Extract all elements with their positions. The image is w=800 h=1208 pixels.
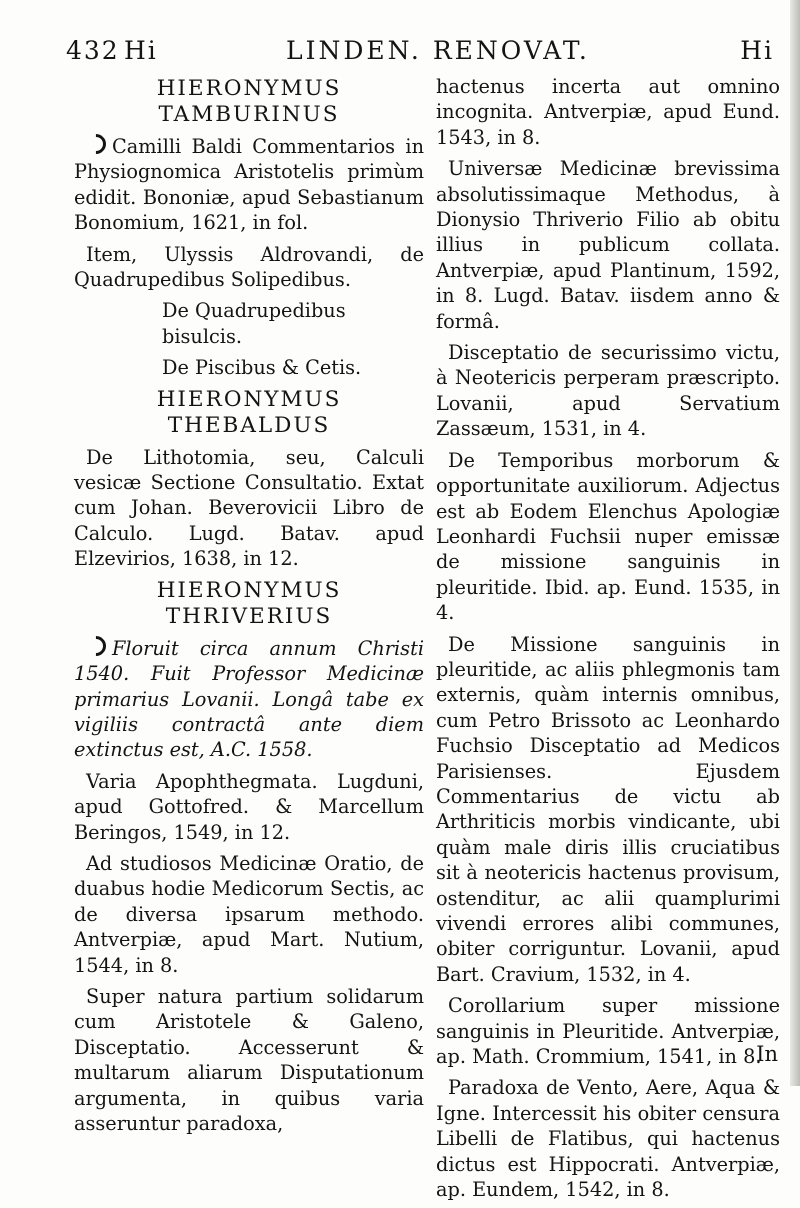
entry-paragraph: Varia Apophthegmata. Lugduni, apud Gottofred. & Marcellum Beringos, 1549, in 12.	[74, 769, 424, 844]
heading-thriverius: HIERONYMUS THRIVERIUS	[156, 577, 342, 629]
sub-entry: De Quadrupedibus bisulcis.	[162, 299, 346, 348]
running-title: LINDEN. RENOVAT.	[286, 36, 590, 65]
entry-paragraph: Item, Ulyssis Aldrovandi, de Quadrupedibus Solipedibus.	[74, 242, 424, 292]
entry-paragraph: Disceptatio de securissimo victu, à Neotericis perperam præscripto. Lovanii, apud Servatium Zassæum, 1531, in 4.	[436, 341, 780, 441]
heading-tamburinus: HIERONYMUS TAMBURINUS	[156, 76, 342, 127]
right-column	[436, 74, 780, 1208]
left-column	[74, 74, 424, 1142]
entry-paragraph: Camilli Baldi Commentarios in Physiognomica Aristotelis primùm edidit. Bononiæ, apud Sebastianum Bonomium, 1621, in fol.	[74, 134, 424, 236]
crescent-mark-icon	[82, 130, 110, 158]
header-left-letters: Hi	[124, 36, 158, 65]
catchword: In	[756, 1042, 778, 1066]
heading-thebaldus: HIERONYMUS THEBALDUS	[156, 386, 342, 438]
page-edge-shadow	[790, 0, 800, 1086]
entry-paragraph: Super natura partium solidarum cum Aristotele & Galeno, Disceptatio. Accesserunt & multarum aliarum Disputationum argumenta, in quibus varia asseruntur paradoxa,	[74, 984, 424, 1135]
crescent-mark-icon	[82, 632, 110, 660]
entry-paragraph: Universæ Medicinæ brevissima absolutissimaque Methodus, à Dionysio Thriverio Filio ab obitu illius in publicum collata. Antverpiæ, apud Plantinum, 1592, in 8. Lugd. Batav. iisdem anno & formâ.	[436, 157, 780, 333]
entry-paragraph: Ad studiosos Medicinæ Oratio, de duabus hodie Medicorum Sectis, ac de diversa ipsarum methodo. Antverpiæ, apud Mart. Nutium, 1544, in 8.	[74, 851, 424, 977]
entry-paragraph: Corollarium super missione sanguinis in Pleuritide. Antverpiæ, ap. Math. Crommium, 1541, in 8.	[436, 994, 780, 1069]
entry-paragraph: De Lithotomia, seu, Calculi vesicæ Sectione Consultatio. Extat cum Johan. Beverovicii Libro de Calculo. Lugd. Batav. apud Elzevirios, 1638, in 12.	[74, 445, 424, 571]
entry-paragraph: De Missione sanguinis in pleuritide, ac aliis phlegmonis tam externis, quàm internis omnibus, cum Petro Brissoto ac Leonhardo Fuchsio Disceptatio ad Medicos Parisienses. Ejusdem Commentarius de victu ab Arthriticis morbis vindicante, ubi quàm male diris illis cruciatibus sit à neotericis hactenus provisum, ostenditur, ac alii quamplurimi vivendi errores alibi communes, obiter corriguntur. Lovanii, apud Bart. Cravium, 1532, in 4.	[436, 632, 780, 986]
header-right-letters: Hi	[740, 36, 774, 65]
entry-paragraph: De Temporibus morborum & opportunitate auxiliorum. Adjectus est ab Eodem Elenchus Apologiæ Leonhardi Fuchsii nuper emissæ de missione sanguinis in pleuritide. Ibid. ap. Eund. 1535, in 4.	[436, 448, 780, 625]
sub-entry: De Piscibus & Cetis.	[162, 356, 362, 380]
biographical-note: Floruit circa annum Christi 1540. Fuit Professor Medicinæ primarius Lovanii. Longâ tabe ex vigiliis contractâ ante diem extinctus est, A.C. 1558.	[74, 636, 424, 763]
entry-continuation: hactenus incerta aut omnino incognita. Antverpiæ, apud Eund. 1543, in 8.	[436, 75, 780, 149]
running-header	[66, 36, 774, 72]
entry-paragraph: Paradoxa de Vento, Aere, Aqua & Igne. Intercessit his obiter censura Libelli de Flatibus, qui hactenus dictus est Hippocrati. Antverpiæ, ap. Eundem, 1542, in 8.	[436, 1076, 780, 1202]
page-number: 432	[66, 36, 120, 65]
